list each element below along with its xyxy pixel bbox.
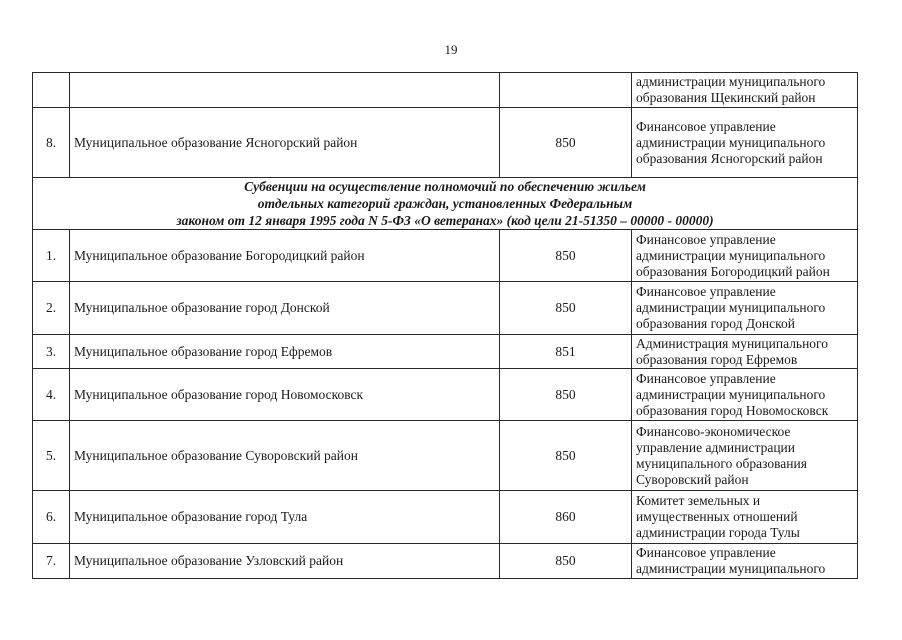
administrator-line: Комитет земельных и xyxy=(636,493,761,508)
table-row xyxy=(33,108,858,178)
row-number: 2. xyxy=(33,282,70,335)
budget-code: 850 xyxy=(500,369,632,421)
municipality-name: Муниципальное образование Суворовский район xyxy=(70,421,500,491)
administrator-line: администрации города Тулы xyxy=(636,525,800,540)
row-number: 8. xyxy=(33,108,70,178)
budget-code: 850 xyxy=(500,544,632,579)
administrator-line: образования город Ефремов xyxy=(636,351,798,367)
table-body-main xyxy=(33,230,858,579)
administrator-line: Финансово-экономическое xyxy=(636,423,791,439)
table-row xyxy=(33,544,858,579)
budget-code: 850 xyxy=(500,421,632,491)
section-header-line: отдельных категорий граждан, установленных Федеральным xyxy=(257,196,633,211)
row-number: 6. xyxy=(33,491,70,544)
administrator-line: образования город Новомосковск xyxy=(636,402,829,418)
row-number: 1. xyxy=(33,230,70,282)
administrator-line: Финансовое управление xyxy=(636,231,776,247)
municipality-name: Муниципальное образование город Ефремов xyxy=(70,335,500,369)
administrator-line: Финансовое управление xyxy=(636,284,776,299)
section-header-cell xyxy=(33,178,858,230)
administrator-line: муниципального образования xyxy=(636,455,807,471)
administrator-line: образования Ясногорский район xyxy=(636,150,823,166)
administrator-cell xyxy=(632,544,858,579)
row-number: 3. xyxy=(33,335,70,369)
administrator-line: администрации муниципального xyxy=(636,300,826,315)
administrator-line: имущественных отношений xyxy=(636,509,798,524)
municipality-name: Муниципальное образование город Донской xyxy=(70,282,500,335)
page-number: 19 xyxy=(444,42,458,57)
municipality-name: Муниципальное образование Богородицкий район xyxy=(70,230,500,282)
administrator-cell xyxy=(632,421,858,491)
administrator-line: администрации муниципального xyxy=(636,134,826,150)
municipality-name xyxy=(70,73,500,108)
administrator-cell xyxy=(632,369,858,421)
table-row xyxy=(33,230,858,282)
administrator-cell xyxy=(632,73,858,108)
row-number: 7. xyxy=(33,544,70,579)
budget-code: 850 xyxy=(500,230,632,282)
administrator-line: администрации муниципального xyxy=(636,74,826,89)
budget-code: 850 xyxy=(500,108,632,178)
budget-code xyxy=(500,73,632,108)
administrator-cell xyxy=(632,108,858,178)
section-header-line: Субвенции на осуществление полномочий по обеспечению жильем xyxy=(244,179,646,194)
table-row xyxy=(33,73,858,108)
section-header-line: законом от 12 января 1995 года N 5-ФЗ «О ветеранах» (код цели 21-51350 – 00000 - 00000) xyxy=(176,213,714,228)
table-row xyxy=(33,491,858,544)
table-row xyxy=(33,282,858,335)
administrator-cell xyxy=(632,335,858,369)
administrator-line: образования город Донской xyxy=(636,316,795,331)
administrator-line: образования Богородицкий район xyxy=(636,263,830,279)
administrator-line: Администрация муниципального xyxy=(636,335,829,351)
budget-code: 851 xyxy=(500,335,632,369)
municipality-name: Муниципальное образование город Новомосковск xyxy=(70,369,500,421)
administrator-line: Финансовое управление xyxy=(636,545,776,560)
section-header-row xyxy=(33,178,858,230)
municipality-name: Муниципальное образование город Тула xyxy=(70,491,500,544)
municipality-name: Муниципальное образование Узловский район xyxy=(70,544,500,579)
municipality-name: Муниципальное образование Ясногорский район xyxy=(70,108,500,178)
table-row xyxy=(33,369,858,421)
table-row xyxy=(33,335,858,369)
administrator-line: Финансовое управление xyxy=(636,370,776,386)
subsidy-table xyxy=(32,72,858,579)
table-body-top xyxy=(33,73,858,178)
administrator-line: Финансовое управление xyxy=(636,118,776,134)
administrator-line: управление администрации xyxy=(636,439,796,455)
budget-code: 850 xyxy=(500,282,632,335)
administrator-line: администрации муниципального xyxy=(636,561,826,576)
row-number: 5. xyxy=(33,421,70,491)
administrator-line: администрации муниципального xyxy=(636,386,826,402)
row-number: 4. xyxy=(33,369,70,421)
row-number xyxy=(33,73,70,108)
administrator-line: Суворовский район xyxy=(636,471,749,487)
administrator-line: администрации муниципального xyxy=(636,247,826,263)
administrator-cell xyxy=(632,282,858,335)
administrator-cell xyxy=(632,491,858,544)
budget-code: 860 xyxy=(500,491,632,544)
administrator-cell xyxy=(632,230,858,282)
table-row xyxy=(33,421,858,491)
administrator-line: образования Щекинский район xyxy=(636,90,816,105)
section-header-body xyxy=(33,178,858,230)
